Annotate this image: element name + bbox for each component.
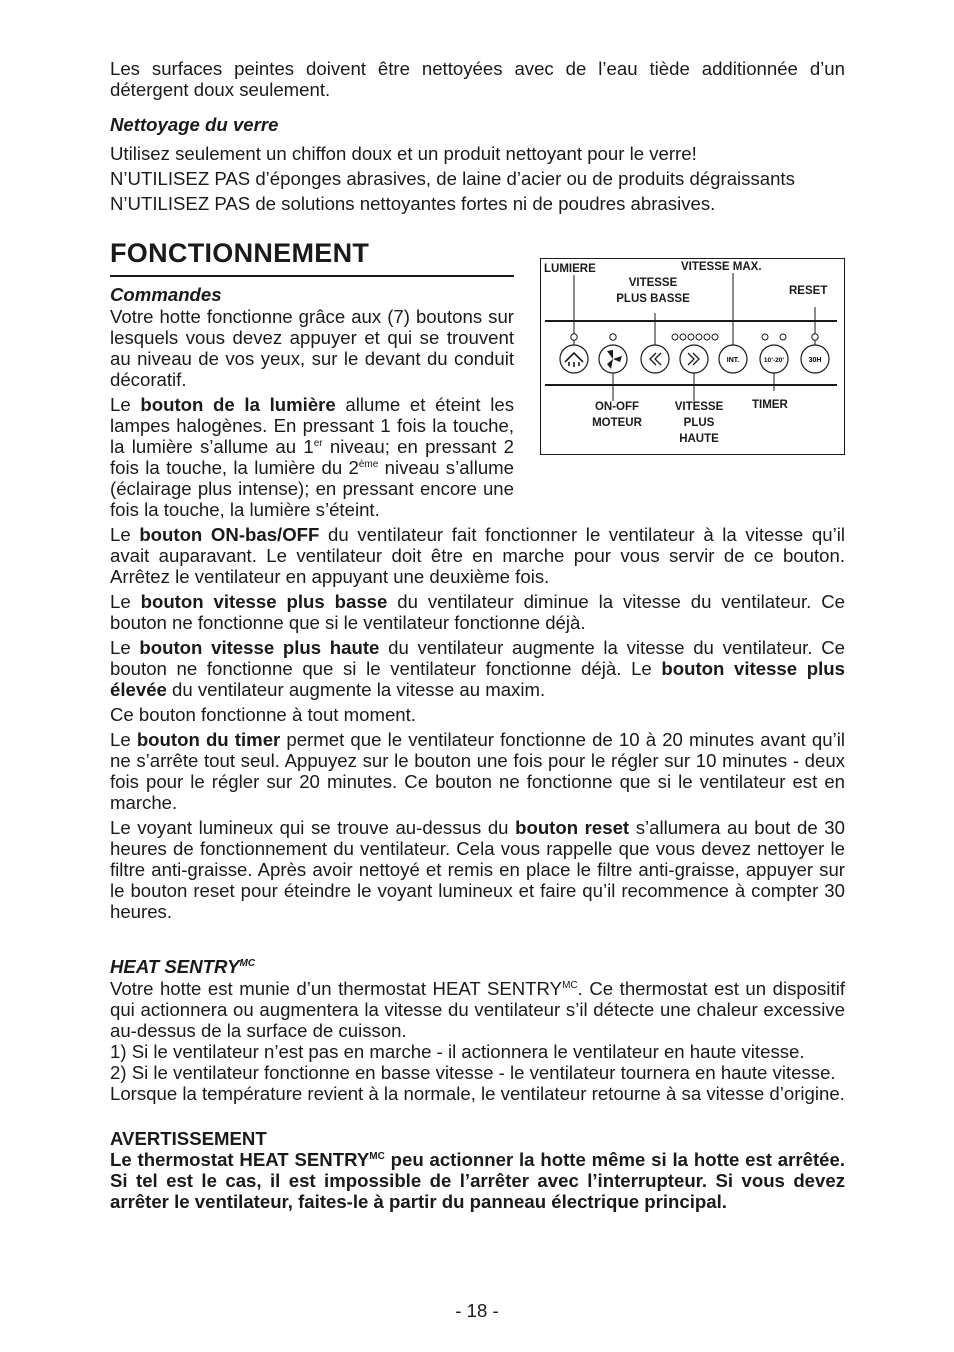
led-onoff: [610, 334, 616, 340]
heat-sentry-heading: [110, 956, 845, 978]
high-text: du ventilateur augmente la vitesse du ventilateur. Ce bouton ne fonctionne que si le ventilateur fonctionne déjà. Le: [110, 637, 845, 679]
heat-back-to-normal: Lorsque la température revient à la normale, le ventilateur retourne à sa vitesse d’origine.: [110, 1083, 845, 1104]
heat-paragraph: [110, 978, 845, 1041]
light-text-3: niveau s’allume (éclairage plus intense); en pressant encore une fois la touche, la lumière s’éteint.: [110, 457, 514, 520]
led-speed-2: [680, 334, 686, 340]
glass-line-3: N’UTILISEZ PAS de solutions nettoyantes fortes ni de poudres abrasives.: [110, 193, 716, 214]
low-speed-paragraph: [110, 591, 845, 633]
operation-heading: FONCTIONNEMENT: [110, 238, 370, 268]
led-speed-6: [712, 334, 718, 340]
led-reset: [812, 334, 818, 340]
warning-text: [110, 1149, 845, 1212]
light-pre: Le: [110, 394, 141, 415]
light-sup-2: ème: [358, 459, 379, 470]
onoff-paragraph: [110, 524, 845, 587]
heat-item-2: 2) Si le ventilateur fonctionne en basse vitesse - le ventilateur tournera en haute vitesse.: [110, 1062, 836, 1083]
label-lumiere: LUMIERE: [544, 263, 596, 275]
reset-text: s’allumera au bout de 30 heures de fonctionnement du ventilateur. Cela vous rappelle que vous devez nettoyer le filtre anti-graisse. Après avoir nettoyé et remis en place le filtre anti-graisse, appuyer sur le bouton reset pour éteindre le voyant lumineux et faire qu’il recommence à compter 30 heures.: [110, 817, 845, 922]
heat-heading-text: HEAT SENTRY: [110, 956, 240, 977]
label-onoff: [577, 399, 657, 431]
timer-paragraph: [110, 729, 845, 813]
label-vitesse-basse-1: VITESSE: [628, 277, 678, 289]
glass-line-2: N’UTILISEZ PAS d’éponges abrasives, de laine d’acier ou de produits dégraissants: [110, 168, 795, 189]
label-timer: TIMER: [752, 399, 788, 411]
light-paragraph-start: [110, 394, 514, 520]
controls-heading: Commandes: [110, 284, 222, 305]
high-speed-paragraph: [110, 637, 845, 700]
timer-pre: Le: [110, 729, 137, 750]
intro-paragraph: Les surfaces peintes doivent être nettoyées avec de l’eau tiède additionnée d’un détergent doux seulement.: [110, 58, 845, 100]
heading-underline: [110, 275, 514, 277]
warning-pre: Le thermostat HEAT SENTRY: [110, 1149, 370, 1170]
controls-intro: Votre hotte fonctionne grâce aux (7) boutons sur lesquels vous devez appuyer et qui se trouvent au niveau de vos yeux, sur le devant du conduit décoratif.: [110, 306, 514, 390]
high-button-term: bouton vitesse plus haute: [139, 637, 380, 658]
anytime-paragraph: Ce bouton fonctionne à tout moment.: [110, 704, 416, 725]
label-reset: RESET: [789, 285, 828, 297]
led-speed-3: [688, 334, 694, 340]
led-lumiere: [571, 334, 577, 340]
max-text: du ventilateur augmente la vitesse au maxim.: [166, 679, 546, 700]
glass-heading: Nettoyage du verre: [110, 114, 279, 135]
onoff-button-term: bouton ON-bas/OFF: [139, 524, 320, 545]
heat-pre: Votre hotte est munie d’un thermostat HEAT SENTRY: [110, 978, 563, 999]
low-pre: Le: [110, 591, 141, 612]
reset-button-label: 30H: [808, 357, 822, 364]
label-vitesse-haute-2: PLUS: [683, 417, 715, 429]
warning-post: peu actionner la hotte même si la hotte est arrêtée. Si tel est le cas, il est impossible de l’arrêter avec l’interrupteur. Si vous devez arrêter le ventilateur, faites-le à partir du panneau électrique principal.: [110, 1149, 846, 1212]
max-button-term: bouton vitesse plus élevée: [110, 658, 845, 700]
light-text-1: allume et éteint les lampes halogènes. En pressant 1 fois la touche, la lumière s’allume au 1: [110, 394, 515, 457]
led-speed-5: [704, 334, 710, 340]
light-button-term: bouton de la lumière: [140, 394, 336, 415]
controls-intro-column: [110, 306, 514, 390]
page-content: [110, 58, 845, 1212]
led-speed-4: [696, 334, 702, 340]
label-vitesse-haute-3: HAUTE: [679, 433, 719, 445]
label-vitesse-max: VITESSE MAX.: [681, 261, 762, 273]
glass-instructions: [110, 141, 845, 216]
timer-button-label: 10’-20’: [763, 357, 785, 364]
reset-button-term: bouton reset: [515, 817, 630, 838]
page-number: - 18 -: [455, 1300, 499, 1321]
timer-text: permet que le ventilateur fonctionne de 10 à 20 minutes avant qu’il ne s’arrête tout seul. Appuyez sur le bouton une fois pour le régler sur 10 minutes - deux fois pour le régler sur 20 minutes. Ce bouton ne fonctionne que si le ventilateur est en marche.: [110, 729, 845, 813]
high-pre: Le: [110, 637, 140, 658]
label-vitesse-haute-1: VITESSE: [674, 401, 724, 413]
light-sup-1: er: [313, 438, 323, 449]
onoff-pre: Le: [110, 524, 140, 545]
low-text: du ventilateur diminue la vitesse du ventilateur. Ce bouton ne fonctionne que si le ventilateur fonctionne déjà.: [110, 591, 845, 633]
warning-heading: AVERTISSEMENT: [110, 1128, 267, 1149]
control-panel-diagram: [540, 258, 845, 455]
glass-line-1: Utilisez seulement un chiffon doux et un produit nettoyant pour le verre!: [110, 143, 697, 164]
led-timer-2: [780, 334, 786, 340]
light-button-icon: [560, 345, 588, 373]
heat-heading-sup: MC: [239, 958, 256, 969]
warning-sup: MC: [369, 1151, 385, 1162]
timer-button-term: bouton du timer: [136, 729, 281, 750]
reset-pre: Le voyant lumineux qui se trouve au-dessus du: [110, 817, 516, 838]
heat-post: . Ce thermostat est un dispositif qui actionnera ou augmentera la vitesse du ventilateur s’il détecte une chaleur excessive au-dessus de la surface de cuisson.: [110, 978, 846, 1041]
label-vitesse-basse: [608, 275, 698, 307]
onoff-text: du ventilateur fait fonctionner le ventilateur à la vitesse qu’il avait auparavant. Le ventilateur doit être en marche pour vous servir de ce bouton. Arrêtez le ventilateur en appuyant une deuxième fois.: [110, 524, 845, 587]
low-button-term: bouton vitesse plus basse: [140, 591, 388, 612]
label-onoff-2: MOTEUR: [592, 417, 642, 429]
led-speed-1: [672, 334, 678, 340]
int-button-label: INT.: [726, 357, 740, 364]
label-onoff-1: ON-OFF: [594, 401, 640, 413]
heat-sup: MC: [562, 980, 578, 991]
label-vitesse-haute: [659, 399, 739, 447]
warning-block: [110, 1128, 845, 1212]
reset-paragraph: [110, 817, 845, 922]
label-vitesse-basse-2: PLUS BASSE: [616, 293, 690, 305]
light-text-2: niveau; en pressant 2 fois la touche, la lumière du 2: [110, 436, 514, 478]
heat-item-1: 1) Si le ventilateur n’est pas en marche - il actionnera le ventilateur en haute vitesse.: [110, 1041, 805, 1062]
led-timer-1: [762, 334, 768, 340]
